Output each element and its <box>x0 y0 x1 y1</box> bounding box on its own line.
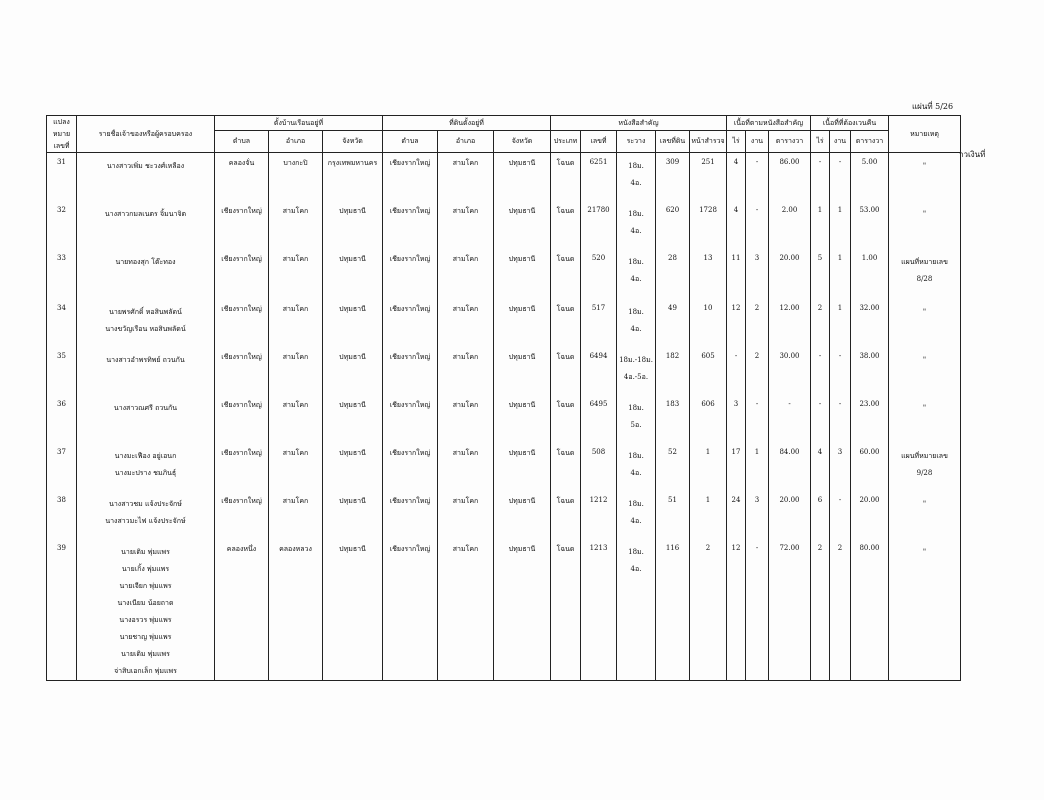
header-res-amphoe: อำเภอ <box>269 131 323 153</box>
cell-sq-wa: 72.00 <box>769 539 811 681</box>
cell-land-tambon: เชียงรากใหญ่ <box>383 153 438 201</box>
cell-names <box>77 153 215 201</box>
header-rai: ไร่ <box>727 131 746 153</box>
cell-res-tambon: เชียงรากใหญ่ <box>215 347 269 395</box>
cut-off-column-note: าวเงินที่ <box>959 150 986 159</box>
header-remark: หมายเหตุ <box>889 116 961 153</box>
cell-res-province: ปทุมธานี <box>323 347 383 395</box>
cell-sq-wa: 20.00 <box>769 491 811 539</box>
cell-deed-type: โฉนด <box>551 443 581 491</box>
remark-line: " <box>922 307 927 316</box>
cell-ex-rai: 2 <box>811 539 830 681</box>
cell-land-tambon: เชียงรากใหญ่ <box>383 395 438 443</box>
remark-line: แผนที่หมายเลข <box>901 257 948 266</box>
cell-res-tambon: เชียงรากใหญ่ <box>215 395 269 443</box>
remark-line: แผนที่หมายเลข <box>901 451 948 460</box>
cell-rai: 17 <box>727 443 746 491</box>
cell-survey <box>617 491 656 539</box>
header-ex-sq-wa: ตารางวา <box>851 131 889 153</box>
survey-line: 5อ. <box>630 420 642 429</box>
cell-res-tambon: เชียงรากใหญ่ <box>215 491 269 539</box>
cell-names <box>77 347 215 395</box>
header-res-province: จังหวัด <box>323 131 383 153</box>
cell-land-tambon: เชียงรากใหญ่ <box>383 347 438 395</box>
cell-survey <box>617 153 656 201</box>
cell-rai: 11 <box>727 249 746 299</box>
cell-land-province: ปทุมธานี <box>494 395 551 443</box>
cell-ngan: - <box>746 153 769 201</box>
cell-remark <box>889 395 961 443</box>
header-land-no: เลขที่ดิน <box>656 131 690 153</box>
cell-ex-sq-wa: 32.00 <box>851 299 889 347</box>
cell-survey-page: 1 <box>690 443 727 491</box>
survey-line: 18ม.-18ม. <box>619 355 653 364</box>
header-ex-rai: ไร่ <box>811 131 830 153</box>
cell-res-tambon: คลองหนึ่ง <box>215 539 269 681</box>
cell-survey-page: 605 <box>690 347 727 395</box>
cell-rai: 3 <box>727 395 746 443</box>
cell-ngan: - <box>746 539 769 681</box>
cell-land-province: ปทุมธานี <box>494 201 551 249</box>
cell-res-tambon: เชียงรากใหญ่ <box>215 299 269 347</box>
cell-deed-type: โฉนด <box>551 201 581 249</box>
cell-land-no: 183 <box>656 395 690 443</box>
cell-ngan: 1 <box>746 443 769 491</box>
survey-line: 18ม. <box>628 499 644 508</box>
cell-sq-wa: 86.00 <box>769 153 811 201</box>
survey-line: 18ม. <box>628 403 644 412</box>
names-line: นางสาวมะไฟ แจ้งประจักษ์ <box>105 516 186 525</box>
header-res-tambon: ตำบล <box>215 131 269 153</box>
cell-ex-ngan: - <box>830 347 851 395</box>
cell-survey <box>617 539 656 681</box>
cell-survey-page: 1728 <box>690 201 727 249</box>
names-line: นายชาญ พุ่มแพร <box>119 632 172 641</box>
cell-ex-sq-wa: 23.00 <box>851 395 889 443</box>
remark-line: 8/28 <box>916 274 933 283</box>
survey-line: 4อ. <box>630 468 642 477</box>
remark-line: " <box>922 547 927 556</box>
cell-ex-rai: - <box>811 347 830 395</box>
cell-ngan: 3 <box>746 491 769 539</box>
cell-ex-ngan: 1 <box>830 201 851 249</box>
header-survey-page: หน้าสำรวจ <box>690 131 727 153</box>
cell-remark <box>889 539 961 681</box>
cell-land-amphoe: สามโคก <box>438 249 494 299</box>
cell-land-province: ปทุมธานี <box>494 347 551 395</box>
names-line: นายพรศักดิ์ หอสินพลัดน์ <box>109 307 182 316</box>
names-line: นางมะปราง ชมภินธุ์ <box>114 468 177 477</box>
cell-names <box>77 443 215 491</box>
cell-names <box>77 539 215 681</box>
cell-land-amphoe: สามโคก <box>438 153 494 201</box>
remark-line: " <box>922 209 927 218</box>
cell-survey-page: 10 <box>690 299 727 347</box>
names-line: นายเจียก พุ่มแพร <box>119 581 172 590</box>
header-deed-type: ประเภท <box>551 131 581 153</box>
header-deed-area-group: เนื้อที่ตามหนังสือสำคัญ <box>727 116 811 131</box>
cell-no: 38 <box>47 491 77 539</box>
header-plot-no-line: แปลง <box>53 118 70 126</box>
cell-remark <box>889 347 961 395</box>
cell-ngan: 3 <box>746 249 769 299</box>
cell-survey-page: 2 <box>690 539 727 681</box>
cell-land-amphoe: สามโคก <box>438 491 494 539</box>
cell-land-no: 309 <box>656 153 690 201</box>
cell-res-amphoe: สามโคก <box>269 347 323 395</box>
header-owner-name: รายชื่อเจ้าของหรือผู้ครอบครอง <box>77 116 215 153</box>
cell-res-province: กรุงเทพมหานคร <box>323 153 383 201</box>
remark-line: " <box>922 162 927 170</box>
cell-land-province: ปทุมธานี <box>494 153 551 201</box>
cell-sq-wa: 12.00 <box>769 299 811 347</box>
cell-res-tambon: เชียงรากใหญ่ <box>215 201 269 249</box>
names-line: นายทองสุก โต๊ะทอง <box>115 257 176 266</box>
table-row <box>47 539 961 681</box>
cell-survey-page: 1 <box>690 491 727 539</box>
cell-ex-rai: 1 <box>811 201 830 249</box>
table-row <box>47 491 961 539</box>
cell-remark <box>889 491 961 539</box>
cell-res-province: ปทุมธานี <box>323 395 383 443</box>
cell-deed-no: 6495 <box>581 395 617 443</box>
cell-survey <box>617 299 656 347</box>
survey-line: 18ม. <box>628 257 644 266</box>
cell-land-amphoe: สามโคก <box>438 201 494 249</box>
cell-ex-sq-wa: 53.00 <box>851 201 889 249</box>
table-row <box>47 347 961 395</box>
names-line: นางสาวอำพรทิพย์ ถวนกัน <box>106 355 185 364</box>
names-line: นางสาวเพิ่ม ชะวงศ์เหลือง <box>106 162 185 170</box>
cell-land-amphoe: สามโคก <box>438 539 494 681</box>
header-deed-no: เลขที่ <box>581 131 617 153</box>
cell-ex-sq-wa: 60.00 <box>851 443 889 491</box>
survey-line: 18ม. <box>628 547 644 556</box>
header-survey: ระวาง <box>617 131 656 153</box>
cell-remark <box>889 299 961 347</box>
cell-no: 35 <box>47 347 77 395</box>
cell-survey-page: 606 <box>690 395 727 443</box>
cell-ngan: 2 <box>746 347 769 395</box>
cell-land-no: 116 <box>656 539 690 681</box>
cell-remark <box>889 201 961 249</box>
cell-deed-no: 517 <box>581 299 617 347</box>
cell-land-amphoe: สามโคก <box>438 299 494 347</box>
cell-land-tambon: เชียงรากใหญ่ <box>383 443 438 491</box>
page-number: แผ่นที่ 5/26 <box>912 102 954 111</box>
names-line: นางขวัญเรือน หอสินพลัดน์ <box>105 324 186 333</box>
cell-ex-ngan: 1 <box>830 249 851 299</box>
survey-line: 18ม. <box>628 307 644 316</box>
cell-deed-no: 1213 <box>581 539 617 681</box>
survey-line: 18ม. <box>628 162 644 170</box>
cell-ex-ngan: 3 <box>830 443 851 491</box>
cell-no: 33 <box>47 249 77 299</box>
header-sq-wa: ตารางวา <box>769 131 811 153</box>
cell-ex-sq-wa: 80.00 <box>851 539 889 681</box>
cell-land-tambon: เชียงรากใหญ่ <box>383 299 438 347</box>
names-line: นางสาวกมลเนตร จิ้มนาจิต <box>104 209 187 218</box>
cell-no: 37 <box>47 443 77 491</box>
cell-deed-type: โฉนด <box>551 395 581 443</box>
cell-ex-ngan: - <box>830 395 851 443</box>
header-plot-no-line: หมาย <box>52 130 71 138</box>
survey-line: 4อ. <box>630 274 642 283</box>
survey-line: 4อ. <box>630 226 642 235</box>
cell-res-province: ปทุมธานี <box>323 491 383 539</box>
cell-deed-type: โฉนด <box>551 299 581 347</box>
header-deed-group: หนังสือสำคัญ <box>551 116 727 131</box>
survey-line: 18ม. <box>628 451 644 460</box>
cell-remark <box>889 249 961 299</box>
cell-ex-sq-wa: 20.00 <box>851 491 889 539</box>
cell-deed-type: โฉนด <box>551 539 581 681</box>
cell-ex-rai: 4 <box>811 443 830 491</box>
cell-names <box>77 299 215 347</box>
cell-remark <box>889 443 961 491</box>
header-residence-group: ตั้งบ้านเรือนอยู่ที่ <box>215 116 383 131</box>
cell-ex-sq-wa: 38.00 <box>851 347 889 395</box>
survey-line: 4อ. <box>630 564 642 573</box>
table-row <box>47 201 961 249</box>
cell-res-tambon: เชียงรากใหญ่ <box>215 249 269 299</box>
cell-land-no: 52 <box>656 443 690 491</box>
cell-land-tambon: เชียงรากใหญ่ <box>383 491 438 539</box>
names-line: นางอรวร พุ่มแพร <box>119 615 172 624</box>
cell-res-amphoe: สามโคก <box>269 249 323 299</box>
cell-remark <box>889 153 961 201</box>
cell-land-no: 620 <box>656 201 690 249</box>
cell-survey-page: 251 <box>690 153 727 201</box>
table-row <box>47 443 961 491</box>
header-expropriated-area-group: เนื้อที่ที่ต้องเวนคืน <box>811 116 889 131</box>
cell-deed-no: 520 <box>581 249 617 299</box>
names-line: นางสาวณศรี ถวนกัน <box>113 403 178 412</box>
cell-rai: 24 <box>727 491 746 539</box>
header-land-location-group: ที่ดินตั้งอยู่ที่ <box>383 116 551 131</box>
cell-res-amphoe: สามโคก <box>269 491 323 539</box>
cell-land-no: 49 <box>656 299 690 347</box>
header-land-amphoe: อำเภอ <box>438 131 494 153</box>
header-land-tambon: ตำบล <box>383 131 438 153</box>
cell-deed-no: 508 <box>581 443 617 491</box>
cell-res-province: ปทุมธานี <box>323 443 383 491</box>
land-expropriation-table <box>46 115 961 681</box>
cell-rai: 12 <box>727 539 746 681</box>
cell-survey <box>617 395 656 443</box>
cell-ngan: 2 <box>746 299 769 347</box>
cell-ex-sq-wa: 5.00 <box>851 153 889 201</box>
cell-res-province: ปทุมธานี <box>323 299 383 347</box>
cell-res-province: ปทุมธานี <box>323 249 383 299</box>
survey-line: 4อ.-5อ. <box>623 372 649 381</box>
header-plot-no-line: เลขที่ <box>53 142 70 150</box>
cell-no: 36 <box>47 395 77 443</box>
cell-land-amphoe: สามโคก <box>438 395 494 443</box>
cell-ex-rai: - <box>811 395 830 443</box>
cell-land-no: 51 <box>656 491 690 539</box>
cell-names <box>77 201 215 249</box>
survey-line: 4อ. <box>630 179 642 187</box>
header-land-province: จังหวัด <box>494 131 551 153</box>
cell-survey <box>617 249 656 299</box>
cell-deed-type: โฉนด <box>551 249 581 299</box>
cell-res-province: ปทุมธานี <box>323 539 383 681</box>
cell-deed-no: 6494 <box>581 347 617 395</box>
cell-res-province: ปทุมธานี <box>323 201 383 249</box>
cell-ex-ngan: - <box>830 491 851 539</box>
cell-sq-wa: 30.00 <box>769 347 811 395</box>
cell-land-province: ปทุมธานี <box>494 249 551 299</box>
cell-ex-ngan: 1 <box>830 299 851 347</box>
cell-deed-type: โฉนด <box>551 347 581 395</box>
cell-no: 34 <box>47 299 77 347</box>
cell-ex-rai: - <box>811 153 830 201</box>
cell-res-amphoe: สามโคก <box>269 395 323 443</box>
cell-ex-ngan: - <box>830 153 851 201</box>
cell-rai: - <box>727 347 746 395</box>
cell-names <box>77 491 215 539</box>
cell-deed-no: 6251 <box>581 153 617 201</box>
cell-res-amphoe: บางกะปิ <box>269 153 323 201</box>
cell-land-no: 182 <box>656 347 690 395</box>
cell-land-tambon: เชียงรากใหญ่ <box>383 249 438 299</box>
names-line: นายเกิ้ง พุ่มแพร <box>121 564 170 573</box>
header-ex-ngan: งาน <box>830 131 851 153</box>
cell-res-amphoe: คลองหลวง <box>269 539 323 681</box>
cell-deed-type: โฉนด <box>551 491 581 539</box>
names-line: นายเติม พุ่มแพร <box>121 547 170 556</box>
cell-deed-no: 21780 <box>581 201 617 249</box>
names-line: นางมะเฟือง อยู่เอนก <box>114 451 177 460</box>
remark-line: " <box>922 355 927 364</box>
cell-survey-page: 13 <box>690 249 727 299</box>
cell-no: 31 <box>47 153 77 201</box>
cell-ex-rai: 2 <box>811 299 830 347</box>
cell-survey <box>617 201 656 249</box>
cell-ex-rai: 6 <box>811 491 830 539</box>
cell-sq-wa: 84.00 <box>769 443 811 491</box>
cell-res-tambon: คลองจั่น <box>215 153 269 201</box>
table-row <box>47 249 961 299</box>
cell-sq-wa: - <box>769 395 811 443</box>
cell-rai: 4 <box>727 153 746 201</box>
cell-land-tambon: เชียงรากใหญ่ <box>383 201 438 249</box>
survey-line: 4อ. <box>630 324 642 333</box>
cell-survey <box>617 347 656 395</box>
cell-names <box>77 395 215 443</box>
cell-land-province: ปทุมธานี <box>494 539 551 681</box>
cell-deed-no: 1212 <box>581 491 617 539</box>
cell-land-tambon: เชียงรากใหญ่ <box>383 539 438 681</box>
cell-no: 32 <box>47 201 77 249</box>
cell-res-amphoe: สามโคก <box>269 201 323 249</box>
cell-rai: 4 <box>727 201 746 249</box>
cell-ex-ngan: 2 <box>830 539 851 681</box>
survey-line: 18ม. <box>628 209 644 218</box>
cell-res-amphoe: สามโคก <box>269 299 323 347</box>
cell-deed-type: โฉนด <box>551 153 581 201</box>
cell-no: 39 <box>47 539 77 681</box>
remark-line: " <box>922 499 927 508</box>
cell-ngan: - <box>746 395 769 443</box>
cell-land-province: ปทุมธานี <box>494 491 551 539</box>
cell-land-amphoe: สามโคก <box>438 443 494 491</box>
table-row <box>47 153 961 201</box>
remark-line: 9/28 <box>916 468 933 477</box>
remark-line: " <box>922 403 927 412</box>
cell-survey <box>617 443 656 491</box>
names-line: จ่าสิบเอกเล็ก พุ่มแพร <box>114 666 177 675</box>
table-row <box>47 395 961 443</box>
cell-sq-wa: 20.00 <box>769 249 811 299</box>
cell-ngan: - <box>746 201 769 249</box>
table-row <box>47 299 961 347</box>
header-ngan: งาน <box>746 131 769 153</box>
cell-land-province: ปทุมธานี <box>494 443 551 491</box>
survey-line: 4อ. <box>630 516 642 525</box>
cell-land-amphoe: สามโคก <box>438 347 494 395</box>
cell-sq-wa: 2.00 <box>769 201 811 249</box>
names-line: นางเนียม น้อยถาด <box>117 598 174 607</box>
cell-land-province: ปทุมธานี <box>494 299 551 347</box>
cell-ex-sq-wa: 1.00 <box>851 249 889 299</box>
names-line: นางสาวชม แจ้งประจักษ์ <box>109 499 182 508</box>
cell-ex-rai: 5 <box>811 249 830 299</box>
header-plot-no <box>47 116 77 153</box>
cell-rai: 12 <box>727 299 746 347</box>
cell-res-tambon: เชียงรากใหญ่ <box>215 443 269 491</box>
cell-land-no: 28 <box>656 249 690 299</box>
cell-names <box>77 249 215 299</box>
cell-res-amphoe: สามโคก <box>269 443 323 491</box>
names-line: นายเติม พุ่มแพร <box>121 649 170 658</box>
